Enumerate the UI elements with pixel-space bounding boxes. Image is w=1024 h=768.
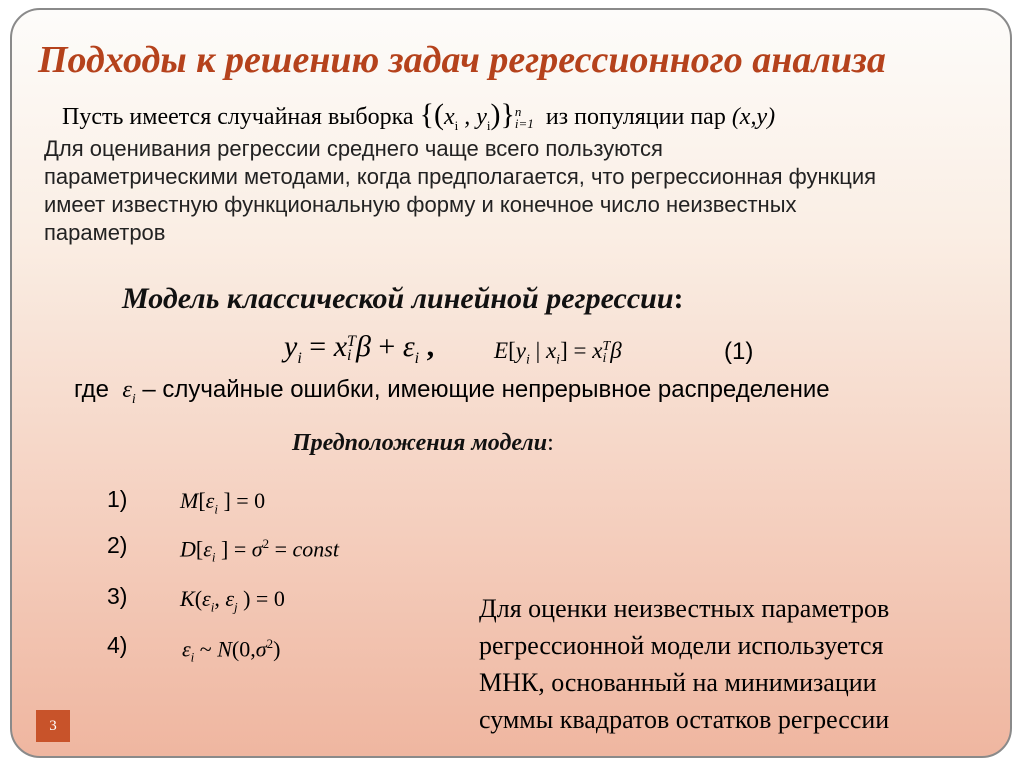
paragraph-line: параметров [44, 220, 166, 245]
pair-xy: (x,y) [731, 104, 776, 130]
mnk-line: Для оценки неизвестных параметров [479, 594, 890, 623]
mnk-note [479, 590, 999, 738]
sample-formula: {($x_i$ , $y_i$)} n i=1 [419, 98, 534, 133]
page-number-badge: 3 [36, 710, 70, 742]
mnk-line: регрессионной модели используется [479, 631, 884, 660]
description-paragraph [44, 135, 1004, 247]
assumptions-heading: Предположения модели: [292, 430, 554, 456]
paragraph-line: Для оценивания регрессии среднего чаще всего пользуются [44, 136, 663, 161]
assumption-formula-1: $M[\varepsilon_i$ ] = 0 [180, 488, 266, 517]
assumption-number: 2) [107, 532, 128, 558]
equation-1: $y_i = x$ T i $\beta + \varepsilon_i$ , [284, 330, 435, 367]
intro-text-after: из популяции пар [545, 104, 726, 130]
assumption-number: 3) [107, 583, 128, 609]
model-heading: Модель классической линейной регрессии: [122, 282, 684, 315]
slide-title: Подходы к решению задач регрессионного анализа [38, 39, 886, 81]
assumption-number: 1) [107, 486, 128, 512]
paragraph-line: параметрическими методами, когда предполагается, что регрессионная функция [44, 164, 877, 189]
paragraph-line: имеет известную функциональную форму и конечное число неизвестных [44, 192, 797, 217]
intro-text-before: Пусть имеется случайная выборка [62, 104, 414, 130]
assumption-number: 4) [107, 632, 128, 658]
intro-line [62, 98, 775, 134]
mnk-line: суммы квадратов остатков регрессии [479, 705, 890, 734]
mnk-line: МНК, основанный на минимизации [479, 668, 877, 697]
slide [10, 8, 1012, 758]
equation-number: (1) [724, 338, 754, 365]
equation-2: $E[y_i$ | $x_i] = x$ T i β [494, 338, 622, 368]
assumption-formula-2: $D[\varepsilon_i$ ] = $\sigma^2$ = const [180, 536, 339, 565]
assumption-formula-4: $\varepsilon_i$ ~ $N(0,\sigma^2)$ [182, 636, 281, 665]
error-description: где $\varepsilon_i$ – случайные ошибки, имеющие непрерывное распределение [74, 376, 830, 407]
assumption-formula-3: $K(\varepsilon_i$, $\varepsilon_j$ ) = 0 [180, 586, 285, 615]
